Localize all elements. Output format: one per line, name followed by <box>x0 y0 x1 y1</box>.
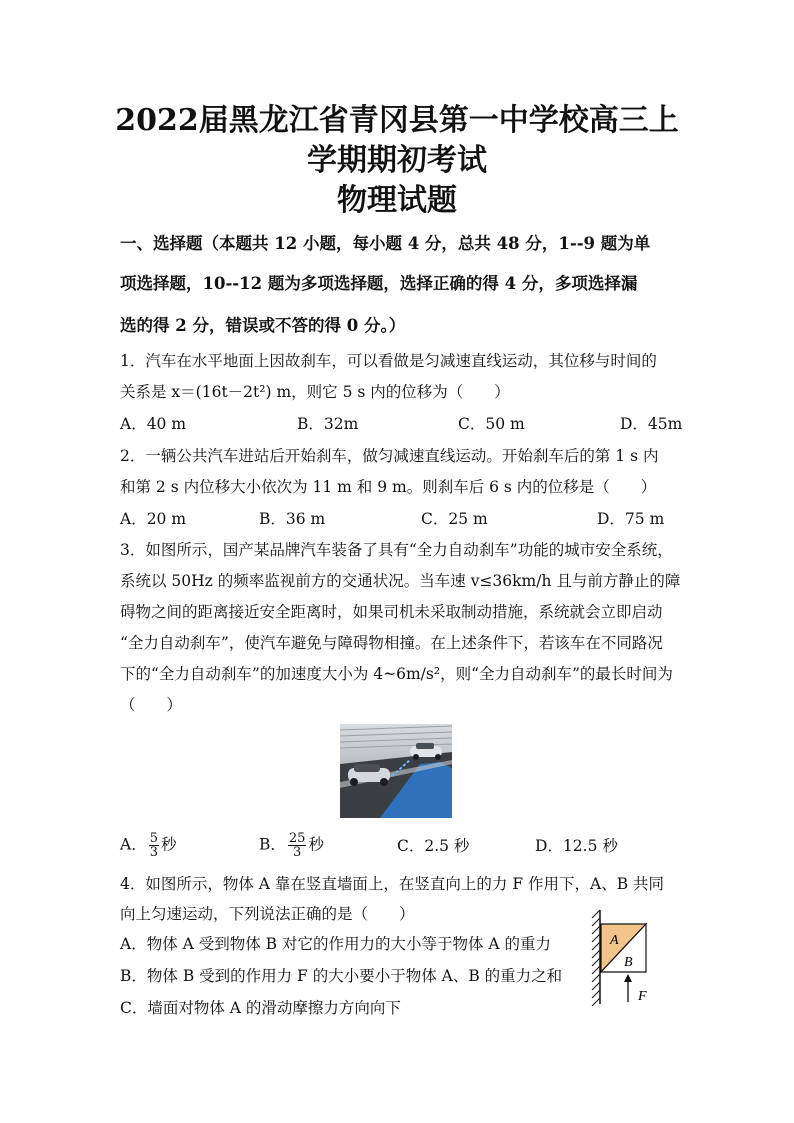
q2-line-1: 2．一辆公共汽车进站后开始刹车，做匀减速直线运动。开始刹车后的第 1 s 内 <box>120 447 659 465</box>
q3-line-4: “全力自动刹车”，使汽车避免与障碍物相撞。在上述条件下，若该车在不同路况 <box>120 634 663 652</box>
section-heading-line-2: 项选择题，10--12 题为多项选择题，选择正确的得 4 分，多项选择漏 <box>120 274 638 293</box>
q2-option-b: B．36 m <box>259 510 326 528</box>
q1-option-d: D．45m <box>620 415 683 433</box>
q4-option-b: B．物体 B 受到的作用力 F 的大小要小于物体 A、B 的重力之和 <box>120 967 563 985</box>
q3-line-6: （ ） <box>120 696 183 714</box>
q3-option-a <box>120 832 177 859</box>
q3-option-b-denominator: 3 <box>293 845 302 860</box>
q3-option-a-denominator: 3 <box>149 845 158 860</box>
q3-line-1: 3．如图所示，国产某品牌汽车装备了具有“全力自动刹车”功能的城市安全系统， <box>120 541 673 559</box>
q3-option-b-unit: 秒 <box>308 835 324 854</box>
q1-option-c: C．50 m <box>458 415 525 433</box>
q2-option-c: C．25 m <box>421 510 488 528</box>
force-arrowhead <box>624 974 632 982</box>
q4-line-1: 4．如图所示，物体 A 靠在竖直墙面上，在竖直向上的力 F 作用下，A、B 共同 <box>120 875 665 893</box>
q4-option-c: C．墙面对物体 A 的滑动摩擦力方向向下 <box>120 999 401 1017</box>
q1-option-a: A．40 m <box>120 415 187 433</box>
section-heading-line-3: 选的得 2 分，错误或不答的得 0 分。） <box>120 316 406 335</box>
q3-option-b-numerator: 25 <box>288 831 306 846</box>
q3-option-a-prefix: A． <box>120 835 147 854</box>
q3-line-2: 系统以 50Hz 的频率监视前方的交通状况。当车速 v≤36km/h 且与前方静止的障 <box>120 572 681 590</box>
q3-option-b-fraction <box>288 832 307 859</box>
label-f: F <box>638 989 647 1004</box>
car-braking-photo <box>340 724 452 818</box>
q2-option-a: A．20 m <box>120 510 187 528</box>
q3-line-3: 碍物之间的距离接近安全距离时，如果司机未采取制动措施，系统就会立即启动 <box>120 603 663 621</box>
title-line-2: 学期期初考试 <box>307 143 487 178</box>
q1-line-1: 1．汽车在水平地面上因故刹车，可以看做是匀减速直线运动，其位移与时间的 <box>120 352 657 370</box>
q3-option-b <box>259 832 324 859</box>
q3-option-a-unit: 秒 <box>160 835 177 854</box>
title-line-1: 2022届黑龙江省青冈县第一中学校高三上 <box>115 103 679 138</box>
wall <box>592 910 600 1006</box>
q3-option-d: D．12.5 秒 <box>535 837 618 855</box>
q2-option-d: D．75 m <box>597 510 665 528</box>
q1-option-b: B．32m <box>297 415 359 433</box>
section-heading-line-1: 一、选择题（本题共 12 小题，每小题 4 分，总共 48 分，1--9 题为单 <box>120 234 651 253</box>
title-line-3: 物理试题 <box>337 183 457 218</box>
q2-line-2: 和第 2 s 内位移大小依次为 11 m 和 9 m。则刹车后 6 s 内的位移是（ ） <box>120 478 657 496</box>
q3-option-a-numerator: 5 <box>149 831 158 846</box>
q4-option-a: A．物体 A 受到物体 B 对它的作用力的大小等于物体 A 的重力 <box>120 935 552 953</box>
q3-option-c: C．2.5 秒 <box>397 837 470 855</box>
wall-blocks-diagram <box>588 908 656 1008</box>
q4-line-2: 向上匀速运动，下列说法正确的是（ ） <box>120 905 415 923</box>
q3-line-5: 下的“全力自动刹车”的加速度大小为 4~6m/s²，则“全力自动刹车”的最长时间为 <box>120 665 673 683</box>
q1-line-2: 关系是 x＝(16t－2t²) m，则它 5 s 内的位移为（ ） <box>120 383 510 401</box>
q3-option-a-fraction <box>149 832 159 859</box>
label-b: B <box>624 955 633 970</box>
label-a: A <box>610 933 619 948</box>
q3-option-b-prefix: B． <box>259 835 286 854</box>
